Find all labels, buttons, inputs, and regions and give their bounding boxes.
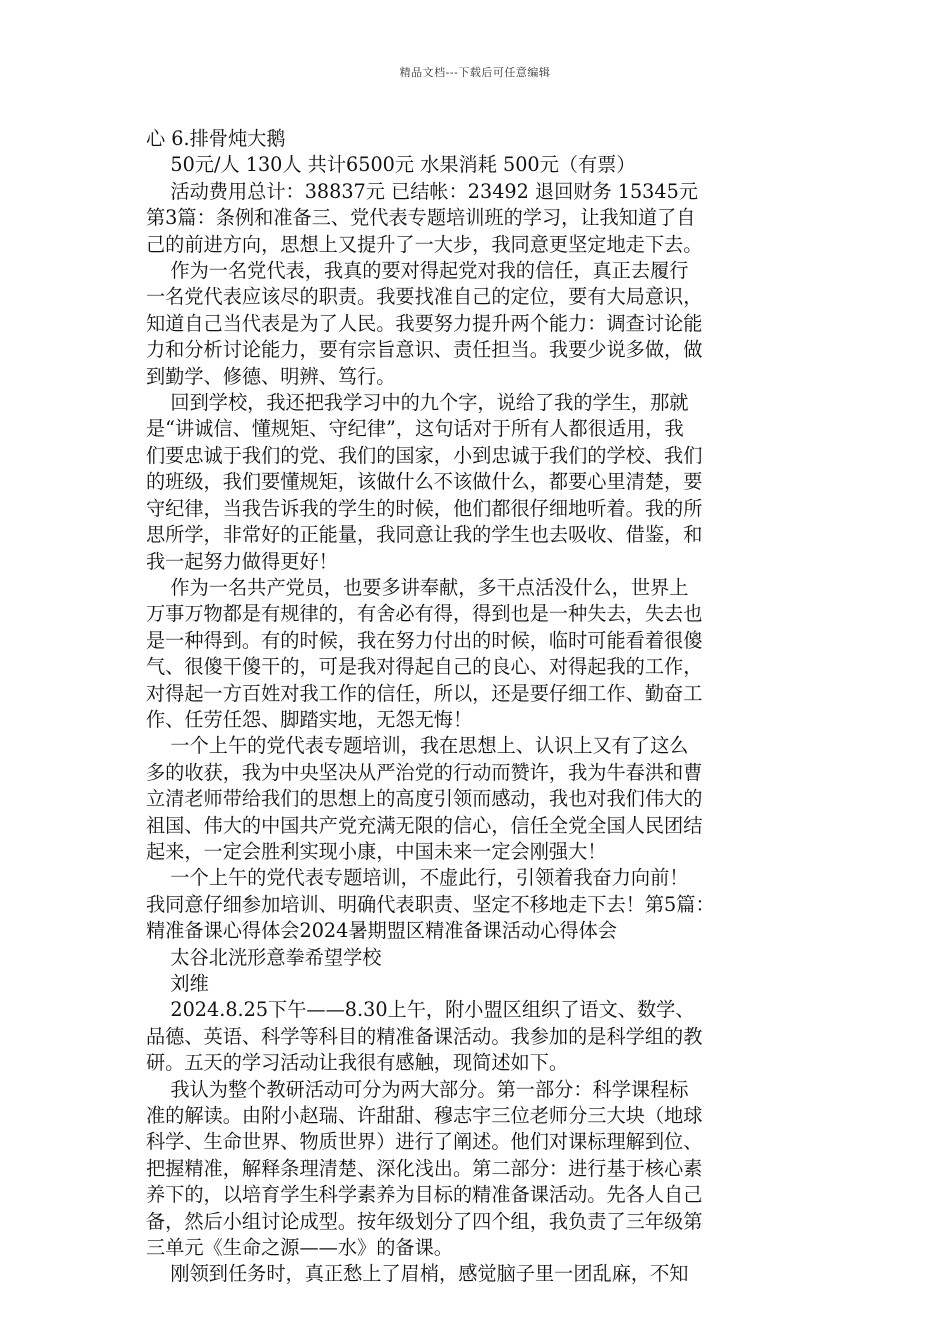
text-line: 备，然后小组讨论成型。按年级划分了四个组，我负责了三年级第 xyxy=(146,1209,703,1233)
text-line: 一个上午的党代表专题培训，我在思想上、认识上又有了这么 xyxy=(146,734,689,758)
text-line: 刚领到任务时，真正愁上了眉梢，感觉脑子里一团乱麻，不知 xyxy=(146,1262,689,1286)
text-line: 第3篇：条例和准备三、党代表专题培训班的学习，让我知道了自 xyxy=(146,206,696,230)
text-line: 万事万物都是有规律的，有舍必有得，得到也是一种失去，失去也 xyxy=(146,602,703,626)
text-line: 我认为整个教研活动可分为两大部分。第一部分：科学课程标 xyxy=(146,1077,689,1101)
text-line: 精准备课心得体会2024暑期盟区精准备课活动心得体会 xyxy=(146,919,617,943)
text-line: 气、很傻干傻干的，可是我对得起自己的良心、对得起我的工作， xyxy=(146,655,703,679)
text-line: 立清老师带给我们的思想上的高度引领而感动，我也对我们伟大的 xyxy=(146,787,703,811)
text-line: 守纪律，当我告诉我的学生的时候，他们都很仔细地听着。我的所 xyxy=(146,496,703,520)
text-line: 是“讲诚信、懂规矩、守纪律”，这句话对于所有人都很适用，我 xyxy=(146,417,684,441)
text-line: 科学、生命世界、物质世界）进行了阐述。他们对课标理解到位、 xyxy=(146,1130,703,1154)
document-body xyxy=(146,126,811,1288)
text-line: 对得起一方百姓对我工作的信任，所以，还是要仔细工作、勤奋工 xyxy=(146,681,703,705)
text-line: 作、任劳任怨、脚踏实地，无怨无悔！ xyxy=(146,707,473,731)
text-line: 50元/人 130人 共计6500元 水果消耗 500元（有票） xyxy=(146,153,636,177)
text-line: 心 6.排骨炖大鹅 xyxy=(146,127,286,150)
text-line: 把握精准，解释条理清楚、深化浅出。第二部分：进行基于核心素 xyxy=(146,1156,703,1180)
text-line: 一名党代表应该尽的职责。我要找准自己的定位，要有大局意识， xyxy=(146,285,703,309)
text-line: 的班级，我们要懂规矩，该做什么不该做什么，都要心里清楚，要 xyxy=(146,470,703,494)
text-line: 养下的，以培育学生科学素养为目标的精准备课活动。先各人自己 xyxy=(146,1183,703,1207)
text-line: 2024.8.25下午——8.30上午，附小盟区组织了语文、数学、 xyxy=(146,998,695,1022)
text-line: 太谷北洸形意拳希望学校 xyxy=(146,945,382,969)
text-line: 祖国、伟大的中国共产党充满无限的信心，信任全党全国人民团结 xyxy=(146,813,703,837)
text-line: 三单元《生命之源——水》的备课。 xyxy=(146,1236,453,1260)
text-line: 活动费用总计：38837元 已结帐：23492 退回财务 15345元 xyxy=(146,179,698,203)
text-line: 我同意仔细参加培训、明确代表职责、坚定不移地走下去！第5篇： xyxy=(146,892,715,916)
text-line: 一个上午的党代表专题培训，不虚此行，引领着我奋力向前！ xyxy=(146,866,689,890)
text-line: 准的解读。由附小赵瑞、许甜甜、穆志宇三位老师分三大块（地球 xyxy=(146,1104,703,1128)
text-line: 己的前进方向，思想上又提升了一大步，我同意更坚定地走下去。 xyxy=(146,232,703,256)
text-line: 我一起努力做得更好！ xyxy=(146,549,338,573)
text-line: 力和分析讨论能力，要有宗旨意识、责任担当。我要少说多做，做 xyxy=(146,338,703,362)
text-line: 到勤学、修德、明辨、笃行。 xyxy=(146,364,396,388)
text-line: 知道自己当代表是为了人民。我要努力提升两个能力：调查讨论能 xyxy=(146,311,703,335)
text-line: 回到学校，我还把我学习中的九个字，说给了我的学生，那就 xyxy=(146,391,689,415)
text-line: 起来，一定会胜利实现小康，中国未来一定会刚强大！ xyxy=(146,839,607,863)
text-line: 研。五天的学习活动让我很有感触，现简述如下。 xyxy=(146,1051,569,1075)
text-line: 多的收获，我为中央坚决从严治党的行动而赞许，我为牛春洪和曹 xyxy=(146,760,703,784)
text-line: 作为一名党代表，我真的要对得起党对我的信任，真正去履行 xyxy=(146,259,689,283)
text-line: 们要忠诚于我们的党、我们的国家，小到忠诚于我们的学校、我们 xyxy=(146,443,703,467)
text-line: 刘维 xyxy=(146,972,209,995)
text-line: 作为一名共产党员，也要多讲奉献，多干点活没什么，世界上 xyxy=(146,575,689,599)
text-line: 是一种得到。有的时候，我在努力付出的时候，临时可能看着很傻 xyxy=(146,628,703,652)
text-line: 品德、英语、科学等科目的精准备课活动。我参加的是科学组的教 xyxy=(146,1024,703,1048)
page-header: 精品文档---下载后可任意编辑 xyxy=(399,66,551,79)
text-line: 思所学，非常好的正能量，我同意让我的学生也去吸收、借鉴，和 xyxy=(146,523,703,547)
